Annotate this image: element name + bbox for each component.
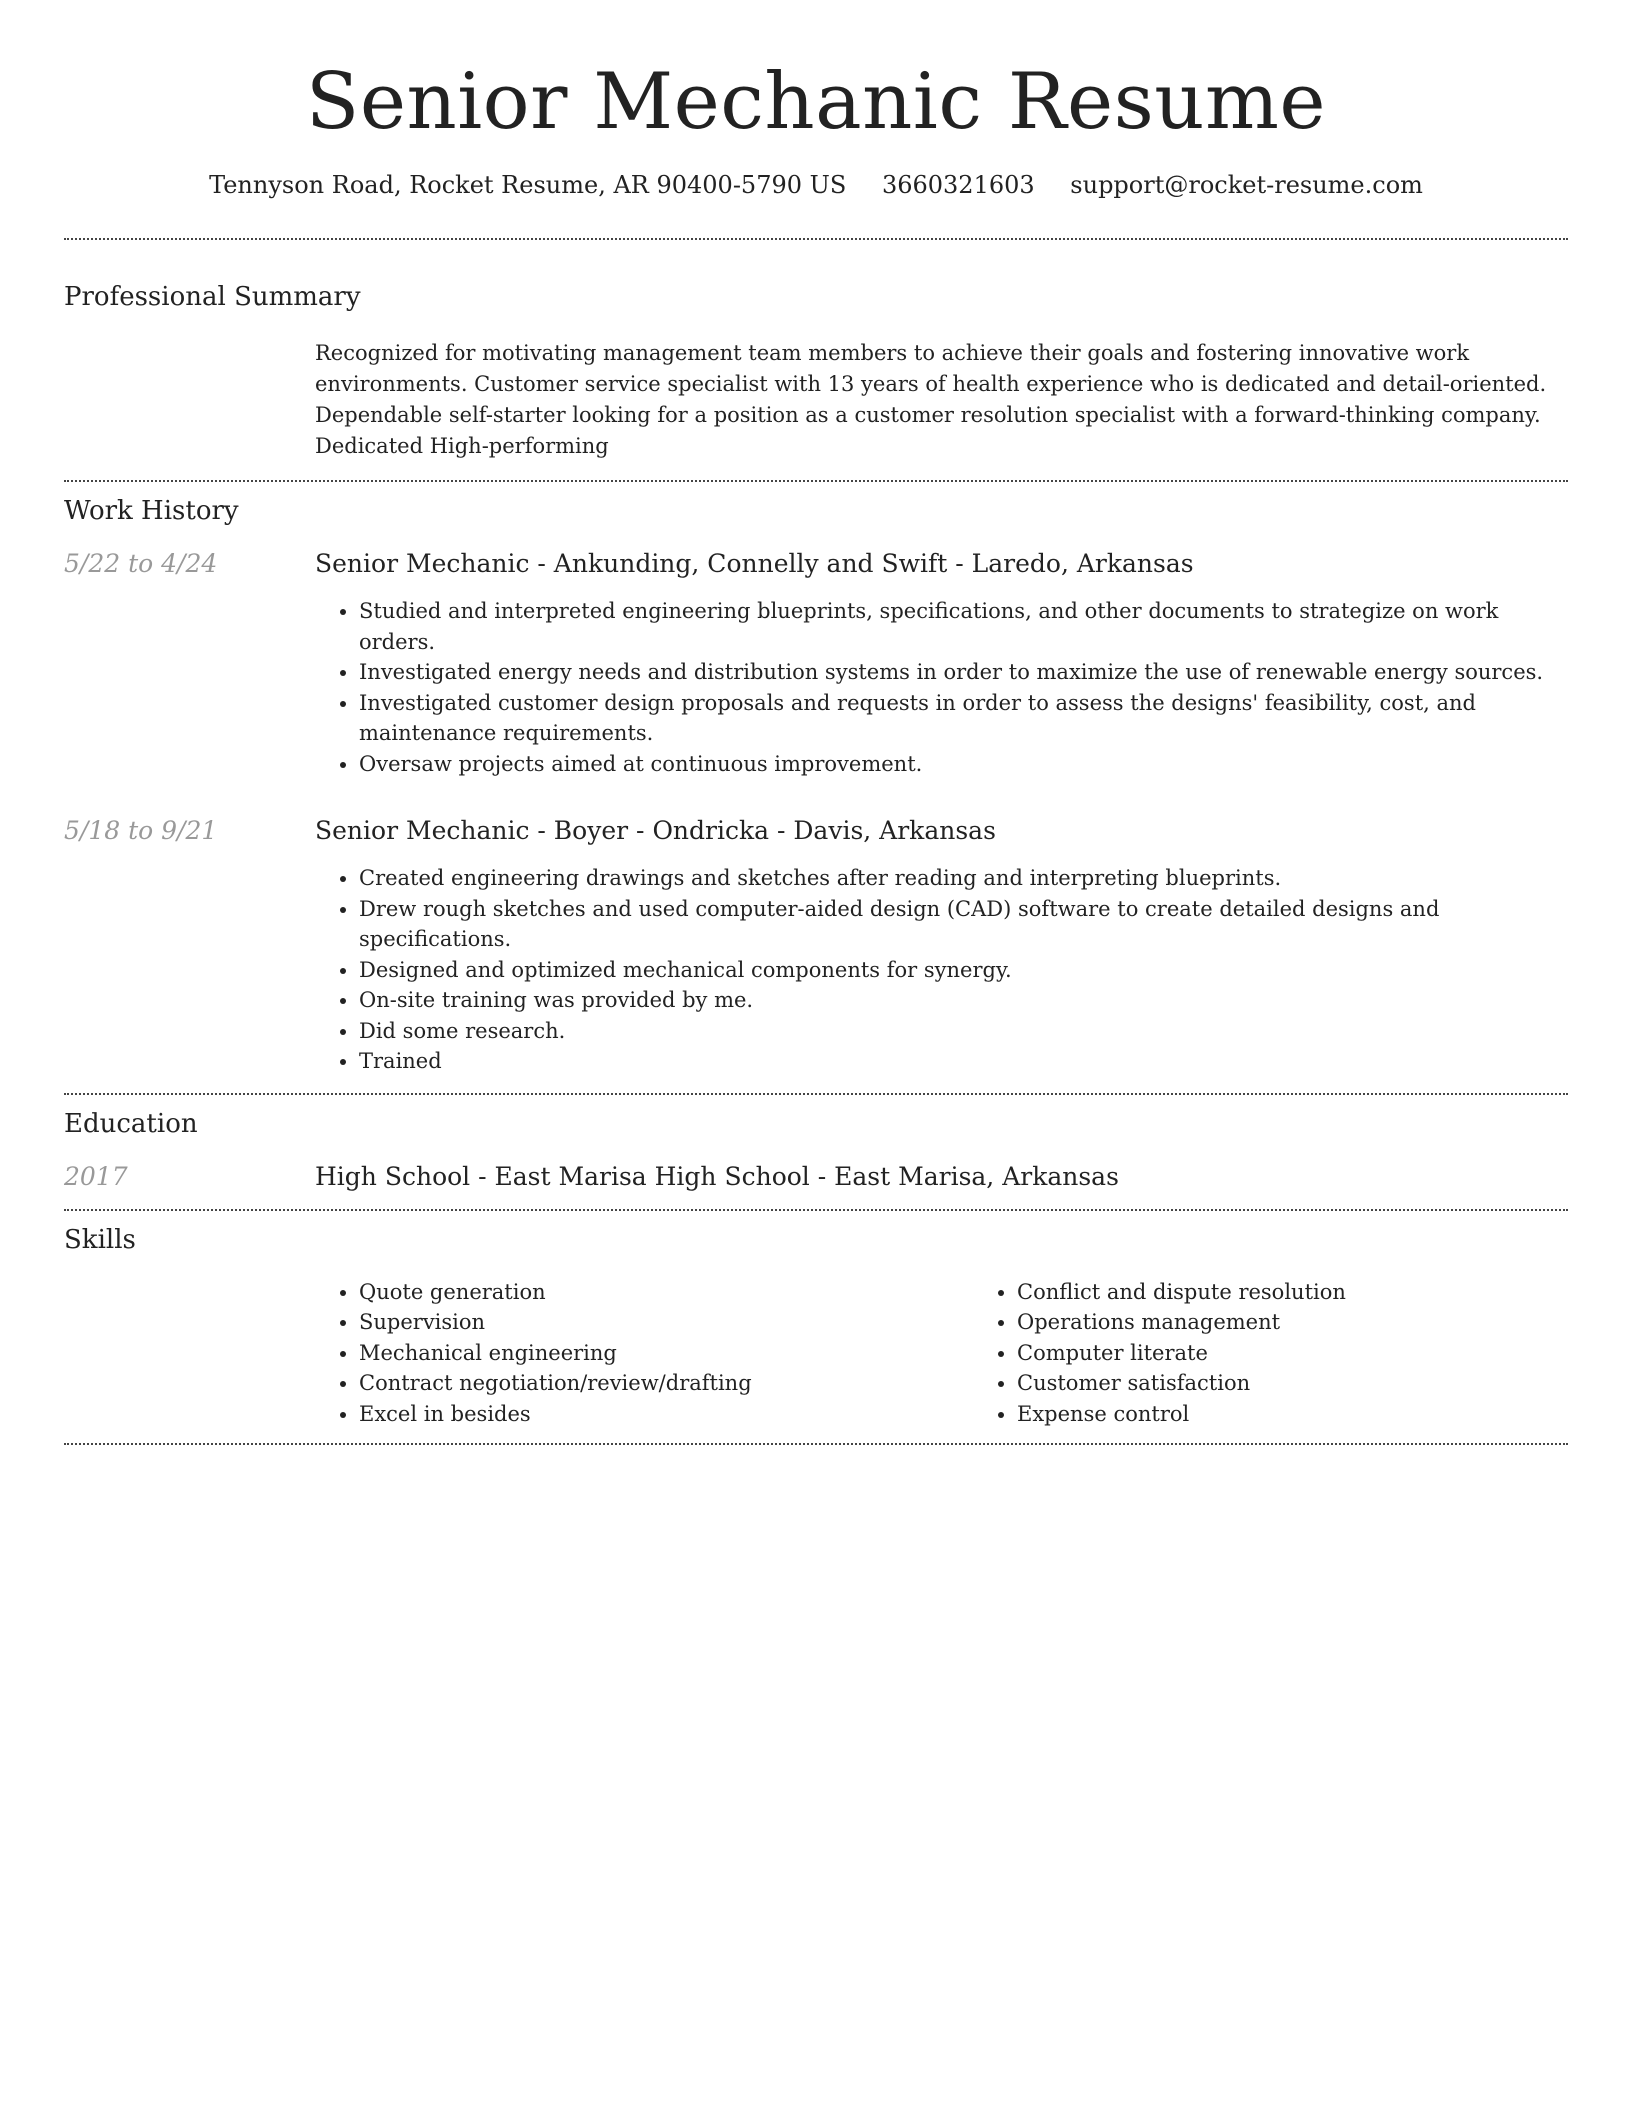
- list-item: • Computer literate: [1017, 1338, 1346, 1369]
- section-title-work: Work History: [64, 496, 239, 526]
- job-dates: 5/18 to 9/21: [64, 816, 218, 845]
- list-item: • Excel in besides: [359, 1399, 973, 1430]
- skills-grid: [315, 1277, 1568, 1430]
- resume-page: [64, 0, 1568, 1445]
- contact-line: [64, 170, 1568, 200]
- resume-title: Senior Mechanic Resume: [305, 57, 1327, 147]
- list-item: • Did some research.: [359, 1016, 1568, 1047]
- summary-row: [64, 338, 1568, 462]
- contact-email: support@rocket-resume.com: [1070, 171, 1423, 199]
- list-item: • On-site training was provided by me.: [359, 985, 1568, 1016]
- skills-list-left: [315, 1277, 973, 1430]
- job-entry: [64, 548, 1568, 779]
- education-entry: [64, 1161, 1568, 1193]
- list-item: • Mechanical engineering: [359, 1338, 973, 1369]
- section-title-education: Education: [64, 1108, 198, 1139]
- list-item: • Studied and interpreted engineering blueprints, specifications, and other documents to strategize on work orders.: [359, 596, 1568, 657]
- education-title: High School - East Marisa High School - East Marisa, Arkansas: [315, 1161, 1119, 1191]
- job-details: [315, 815, 1568, 1077]
- job-title: Senior Mechanic - Boyer - Ondricka - Davis, Arkansas: [315, 816, 996, 845]
- list-item: • Oversaw projects aimed at continuous improvement.: [359, 749, 1568, 780]
- list-item: • Conflict and dispute resolution: [1017, 1277, 1346, 1308]
- list-item: • Customer satisfaction: [1017, 1368, 1346, 1399]
- list-item: • Contract negotiation/review/drafting: [359, 1368, 973, 1399]
- divider: [64, 1093, 1568, 1095]
- job-dates: 5/22 to 4/24: [64, 549, 218, 578]
- divider: [64, 238, 1568, 240]
- job-bullets: [315, 596, 1568, 779]
- job-entry: [64, 815, 1568, 1077]
- contact-address: Tennyson Road, Rocket Resume, AR 90400-5790 US: [209, 171, 847, 199]
- skills-list-right: [973, 1277, 1346, 1430]
- skills-row: [64, 1277, 1568, 1430]
- job-bullets: [315, 863, 1568, 1077]
- job-details: [315, 548, 1568, 779]
- list-item: • Designed and optimized mechanical components for synergy.: [359, 955, 1568, 986]
- list-item: • Created engineering drawings and sketches after reading and interpreting blueprints.: [359, 863, 1568, 894]
- list-item: • Operations management: [1017, 1307, 1346, 1338]
- education-date: 2017: [64, 1161, 128, 1191]
- list-item: • Quote generation: [359, 1277, 973, 1308]
- list-item: • Supervision: [359, 1307, 973, 1338]
- list-item: • Investigated energy needs and distribution systems in order to maximize the use of renewable energy sources.: [359, 657, 1568, 688]
- divider: [64, 1209, 1568, 1211]
- list-item: • Investigated customer design proposals and requests in order to assess the designs' feasibility, cost, and maintenance requirements.: [359, 688, 1568, 749]
- list-item: • Expense control: [1017, 1399, 1346, 1430]
- summary-text: Recognized for motivating management team members to achieve their goals and fostering innovative work environments. Customer service specialist with 13 years of health experience who is dedicated and detail-oriented. Dependable self-starter looking for a position as a customer resolution specialist with a forward-thinking company. Dedicated High-performing: [315, 341, 1547, 458]
- list-item: • Drew rough sketches and used computer-aided design (CAD) software to create detailed designs and specifications.: [359, 894, 1568, 955]
- education-details: [315, 1161, 1568, 1193]
- contact-phone: 3660321603: [881, 171, 1035, 199]
- divider: [64, 1443, 1568, 1445]
- job-title: Senior Mechanic - Ankunding, Connelly and Swift - Laredo, Arkansas: [315, 549, 1194, 578]
- section-title-skills: Skills: [64, 1224, 136, 1255]
- divider: [64, 480, 1568, 482]
- list-item: • Trained: [359, 1046, 1568, 1077]
- section-title-summary: Professional Summary: [64, 282, 361, 312]
